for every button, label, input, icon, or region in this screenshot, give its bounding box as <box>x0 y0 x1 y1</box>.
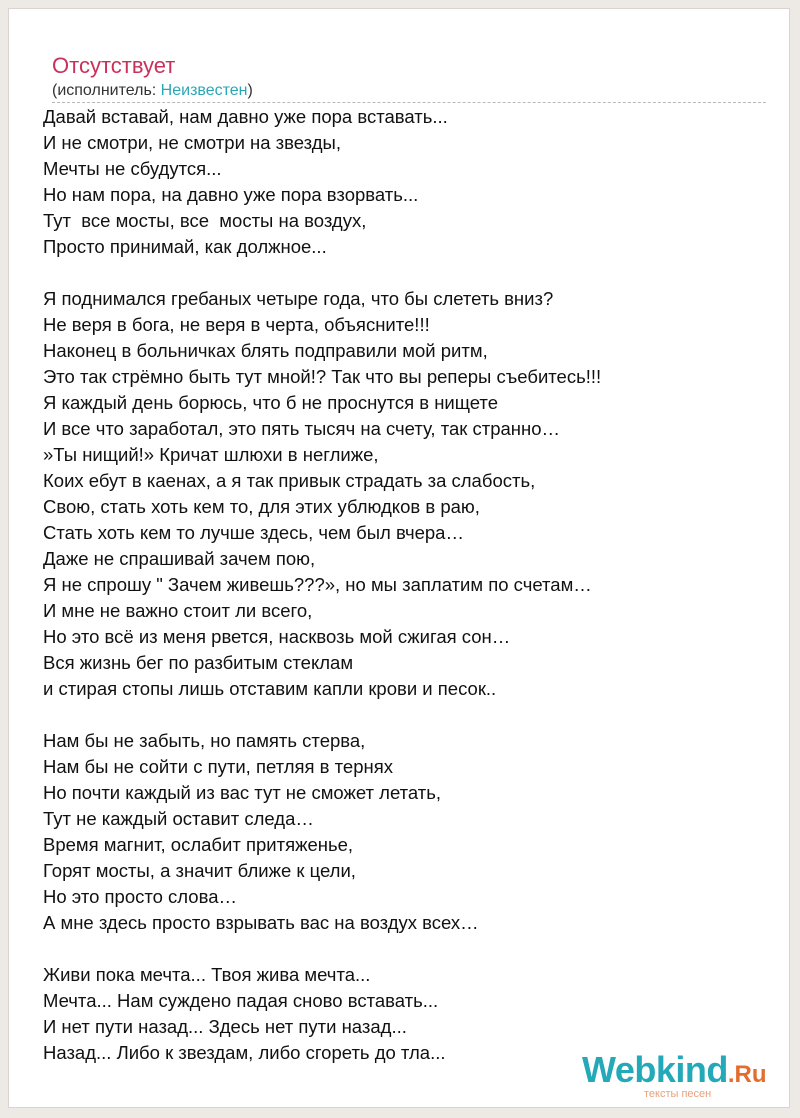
lyric-line: Но это просто слова… <box>43 886 238 907</box>
logo-tld: .Ru <box>727 1061 767 1088</box>
lyric-line: »Ты нищий!» Кричат шлюхи в неглиже, <box>43 444 379 465</box>
lyric-line: Я поднимался гребаных четыре года, что бы слететь вниз? <box>43 288 554 309</box>
lyric-line: Назад... Либо к звездам, либо сгореть до тла... <box>43 1042 446 1063</box>
lyric-line: Мечта... Нам суждено падая сново вставать... <box>43 990 439 1011</box>
artist-link[interactable]: Неизвестен <box>160 82 248 99</box>
lyric-line: Тут не каждый оставит следа… <box>43 808 314 829</box>
lyric-line: Нам бы не сойти с пути, петляя в тернях <box>43 756 393 777</box>
lyric-line: Время магнит, ослабит притяженье, <box>43 834 354 855</box>
lyric-line: Это так стрёмно быть тут мной!? Так что вы реперы съебитесь!!! <box>43 366 602 387</box>
lyric-line: И мне не важно стоит ли всего, <box>43 600 313 621</box>
artist-suffix: ) <box>247 82 253 99</box>
lyric-line: Тут все мосты, все мосты на воздух, <box>43 210 367 231</box>
lyric-line: Свою, стать хоть кем то, для этих ублюдков в раю, <box>43 496 480 517</box>
lyric-line: Но нам пора, на давно уже пора взорвать... <box>43 184 419 205</box>
lyric-line: Наконец в больничках блять подправили мой ритм, <box>43 340 488 361</box>
logo-name: Webkind <box>582 1049 728 1090</box>
webkind-logo[interactable] <box>582 1049 767 1100</box>
lyric-line: Просто принимай, как должное... <box>43 236 327 257</box>
lyric-line: Коих ебут в каенах, а я так привык страдать за слабость, <box>43 470 536 491</box>
lyric-line: Вся жизнь бег по разбитым стеклам <box>43 652 354 673</box>
lyric-line: И нет пути назад... Здесь нет пути назад... <box>43 1016 407 1037</box>
lyric-line: Живи пока мечта... Твоя жива мечта... <box>43 964 371 985</box>
lyric-line: А мне здесь просто взрывать вас на воздух всех… <box>43 912 479 933</box>
lyrics-body <box>43 104 763 1092</box>
lyric-line: и стирая стопы лишь отставим капли крови и песок.. <box>43 678 497 699</box>
lyric-line: Давай вставай, нам давно уже пора вставать... <box>43 106 448 127</box>
lyric-line: Но почти каждый из вас тут не сможет летать, <box>43 782 442 803</box>
song-title: Отсутствует <box>52 53 176 78</box>
artist-prefix: (исполнитель: <box>52 82 161 99</box>
lyric-line: И все что заработал, это пять тысяч на счету, так странно… <box>43 418 561 439</box>
stanza <box>43 104 763 260</box>
lyric-line: Не веря в бога, не веря в черта, объясните!!! <box>43 314 430 335</box>
stanza <box>43 286 763 702</box>
lyric-line: Мечты не сбудутся... <box>43 158 222 179</box>
artist-line <box>52 81 253 101</box>
stanza <box>43 728 763 936</box>
lyric-line: Я не спрошу " Зачем живешь???», но мы заплатим по счетам… <box>43 574 592 595</box>
logo-subtitle: тексты песен <box>644 1088 712 1100</box>
lyric-line: Нам бы не забыть, но память стерва, <box>43 730 366 751</box>
lyric-line: Даже не спрашивай зачем пою, <box>43 548 316 569</box>
lyric-line: Горят мосты, а значит ближе к цели, <box>43 860 356 881</box>
lyric-line: Стать хоть кем то лучше здесь, чем был вчера… <box>43 522 464 543</box>
lyric-line: Я каждый день борюсь, что б не проснутся в нищете <box>43 392 498 413</box>
lyric-line: Но это всё из меня рвется, насквозь мой сжигая сон… <box>43 626 511 647</box>
divider <box>52 102 766 103</box>
lyric-line: И не смотри, не смотри на звезды, <box>43 132 341 153</box>
